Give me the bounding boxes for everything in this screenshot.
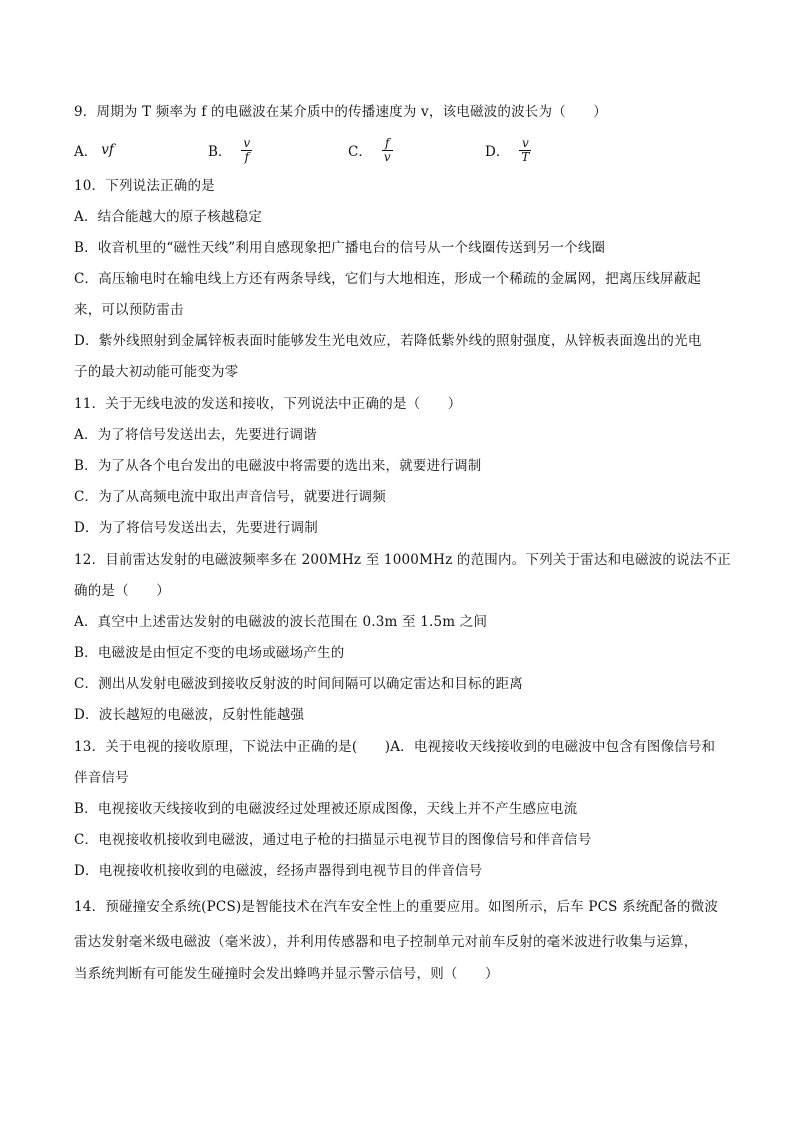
q9-option-b bbox=[208, 134, 252, 166]
option-letter: D． bbox=[485, 144, 510, 160]
q12-option-d: D．波长越短的电磁波，反射性能越强 bbox=[74, 707, 305, 723]
fraction bbox=[241, 137, 252, 164]
q12-stem-line2: 确的是（ ） bbox=[74, 583, 170, 599]
q10-option-c-line1: C．高压输电时在输电线上方还有两条导线，它们与大地相连，形成一个稀疏的金属网，把离压线屏蔽起 bbox=[74, 271, 702, 287]
fraction-numerator: v bbox=[243, 135, 251, 150]
q13-option-b: B．电视接收天线接收到的电磁波经过处理被还原成图像，天线上并不产生感应电流 bbox=[74, 801, 578, 817]
q10-option-c-line2: 来，可以预防雷击 bbox=[74, 302, 184, 318]
option-expression: vf bbox=[101, 142, 114, 158]
q11-option-d: D．为了将信号发送出去，先要进行调制 bbox=[74, 520, 318, 536]
q9-option-d bbox=[485, 134, 531, 166]
fraction-denominator: T bbox=[521, 149, 530, 164]
fraction bbox=[382, 137, 393, 164]
fraction-denominator: v bbox=[383, 149, 391, 164]
q12-option-b: B．电磁波是由恒定不变的电场或磁场产生的 bbox=[74, 645, 345, 661]
q10-option-a: A．结合能越大的原子核越稳定 bbox=[74, 209, 263, 225]
q11-stem: 11．关于无线电波的发送和接收，下列说法中正确的是（ ） bbox=[74, 396, 462, 412]
q9-option-a bbox=[74, 134, 114, 166]
q13-stem-line2: 伴音信号 bbox=[74, 770, 129, 786]
q9-stem: 9．周期为 T 频率为 f 的电磁波在某介质中的传播速度为 v，该电磁波的波长为（ ） bbox=[74, 104, 607, 120]
option-letter: A． bbox=[74, 144, 98, 160]
option-letter: B． bbox=[208, 144, 232, 160]
fraction-numerator: f bbox=[385, 135, 390, 150]
q13-option-c: C．电视接收机接收到电磁波，通过电子枪的扫描显示电视节目的图像信号和伴音信号 bbox=[74, 832, 592, 848]
fraction bbox=[519, 137, 531, 164]
q10-option-d-line1: D．紫外线照射到金属锌板表面时能够发生光电效应，若降低紫外线的照射强度，从锌板表面逸出的光电 bbox=[74, 333, 702, 349]
q10-option-b: B．收音机里的“磁性天线”利用自感现象把广播电台的信号从一个线圈传送到另一个线圈 bbox=[74, 240, 606, 256]
q9-option-c bbox=[348, 134, 393, 166]
fraction-denominator: f bbox=[244, 149, 250, 164]
q10-option-d-line2: 子的最大初动能可能变为零 bbox=[74, 364, 239, 380]
q12-option-a: A．真空中上述雷达发射的电磁波的波长范围在 0.3m 至 1.5m 之间 bbox=[74, 614, 488, 630]
q14-stem-line1: 14．预碰撞安全系统(PCS)是智能技术在汽车安全性上的重要应用。如图所示，后车 PCS 系统配备的微波 bbox=[74, 899, 719, 915]
q13-option-d: D．电视接收机接收到的电磁波，经扬声器得到电视节目的伴音信号 bbox=[74, 863, 483, 879]
q11-option-b: B．为了从各个电台发出的电磁波中将需要的选出来，就要进行调制 bbox=[74, 458, 482, 474]
q11-option-c: C．为了从高频电流中取出声音信号，就要进行调频 bbox=[74, 489, 386, 505]
q12-stem-line1: 12．目前雷达发射的电磁波频率多在 200MHz 至 1000MHz 的范围内。下列关于雷达和电磁波的说法不正 bbox=[74, 552, 731, 568]
q10-stem: 10．下列说法正确的是 bbox=[74, 178, 215, 194]
q11-option-a: A．为了将信号发送出去，先要进行调谐 bbox=[74, 427, 317, 443]
fraction-numerator: v bbox=[521, 135, 529, 150]
q14-stem-line3: 当系统判断有可能发生碰撞时会发出蜂鸣并显示警示信号，则（ ） bbox=[74, 966, 499, 982]
q9-options bbox=[74, 134, 714, 166]
q13-stem-line1: 13．关于电视的接收原理，下说法中正确的是( )A．电视接收天线接收到的电磁波中包含有图像信号和 bbox=[74, 739, 716, 755]
option-letter: C． bbox=[348, 144, 372, 160]
q14-stem-line2: 雷达发射毫米级电磁波（毫米波），并利用传感器和电子控制单元对前车反射的毫米波进行收集与运算， bbox=[74, 934, 698, 950]
q12-option-c: C．测出从发射电磁波到接收反射波的时间间隔可以确定雷达和目标的距离 bbox=[74, 676, 523, 692]
